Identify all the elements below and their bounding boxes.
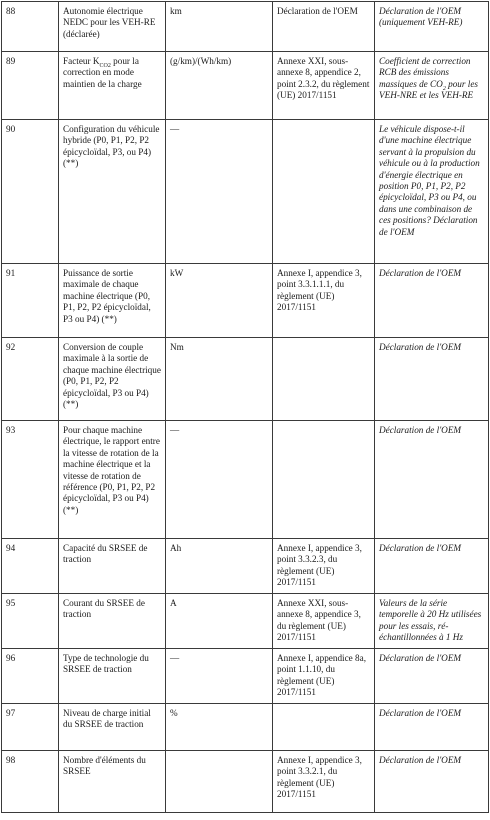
row-unit: km: [166, 2, 273, 52]
table-row: [2, 751, 489, 813]
table-row: [2, 649, 489, 704]
row-unit: —: [166, 421, 273, 539]
row-unit: (g/km)/(Wh/km): [166, 52, 273, 120]
row-note: Déclaration de l'OEM: [375, 264, 489, 338]
row-description: Pour chaque machine électrique, le rapport entre la vitesse de rotation de la machine électrique et la vitesse de rotation de référence (P0, P1, P2, P2 épicycloïdal, P3 ou P4) (**): [59, 421, 166, 539]
row-unit: —: [166, 649, 273, 704]
row-number: 88: [2, 2, 59, 52]
row-source: Annexe I, appendice 3, point 3.3.2.1, du règlement (UE) 2017/1151: [273, 751, 375, 813]
row-unit: —: [166, 120, 273, 264]
row-number: 91: [2, 264, 59, 338]
row-number: 93: [2, 421, 59, 539]
row-source: [273, 338, 375, 421]
row-note: Déclaration de l'OEM: [375, 704, 489, 751]
row-note: Déclaration de l'OEM: [375, 338, 489, 421]
row-description: Nombre d'éléments du SRSEE: [59, 751, 166, 813]
row-number: 90: [2, 120, 59, 264]
row-source: Déclaration de l'OEM: [273, 2, 375, 52]
note-text: pour les VEH-NRE et les VEH-RE: [379, 78, 478, 101]
row-number: 96: [2, 649, 59, 704]
row-number: 98: [2, 751, 59, 813]
table-row: [2, 704, 489, 751]
row-description: Conversion de couple maximale à la sortie de chaque machine électrique (P0, P1, P2, P2 épicycloïdal, P3 ou P4) (**): [59, 338, 166, 421]
row-unit: %: [166, 704, 273, 751]
row-description: Autonomie électrique NEDC pour les VEH-RE (déclarée): [59, 2, 166, 52]
row-source: [273, 120, 375, 264]
row-description: Type de technologie du SRSEE de traction: [59, 649, 166, 704]
table-row: [2, 264, 489, 338]
row-description: [59, 52, 166, 120]
table-row: [2, 594, 489, 649]
desc-subscript: CO2: [99, 62, 111, 69]
row-unit: kW: [166, 264, 273, 338]
row-note: Déclaration de l'OEM (uniquement VEH-RE): [375, 2, 489, 52]
row-note: Déclaration de l'OEM: [375, 539, 489, 594]
row-source: Annexe XXI, sous-annexe 8, appendice 3, du règlement (UE) 2017/1151: [273, 594, 375, 649]
row-number: 95: [2, 594, 59, 649]
row-unit: [166, 751, 273, 813]
row-note: Déclaration de l'OEM: [375, 421, 489, 539]
table-row: [2, 539, 489, 594]
row-number: 89: [2, 52, 59, 120]
row-description: Courant du SRSEE de traction: [59, 594, 166, 649]
desc-text: Facteur K: [63, 56, 100, 66]
row-source: [273, 704, 375, 751]
row-note: Déclaration de l'OEM: [375, 649, 489, 704]
row-note: [375, 52, 489, 120]
row-number: 92: [2, 338, 59, 421]
row-source: Annexe I, appendice 3, point 3.3.2.3, du règlement (UE) 2017/1151: [273, 539, 375, 594]
row-unit: A: [166, 594, 273, 649]
desc-text: pour la correction en mode maintien de la charge: [63, 56, 142, 89]
row-description: Configuration du véhicule hybride (P0, P1, P2, P2 épicycloïdal, P3, ou P4) (**): [59, 120, 166, 264]
row-note: Valeurs de la série temporelle à 20 Hz utilisées pour les essais, ré-échantillonnées à 1 Hz: [375, 594, 489, 649]
row-number: 94: [2, 539, 59, 594]
note-subscript: 2: [442, 85, 446, 92]
row-note: Le véhicule dispose-t-il d'une machine électrique servant à la propulsion du véhicule ou à la production d'énergie électrique en position P0, P1, P2, P2 épicycloïdal, P3 ou P4, ou dans une combinaison de ces positions? Déclaration de l'OEM: [375, 120, 489, 264]
row-description: Puissance de sortie maximale de chaque machine électrique (P0, P1, P2, P2 épicycloïdal, P3 ou P4) (**): [59, 264, 166, 338]
table-row: [2, 338, 489, 421]
row-description: Capacité du SRSEE de traction: [59, 539, 166, 594]
regulation-table: [1, 1, 489, 813]
row-source: [273, 421, 375, 539]
table-row: [2, 421, 489, 539]
row-unit: Nm: [166, 338, 273, 421]
table-row: [2, 52, 489, 120]
row-source: Annexe XXI, sous-annexe 8, appendice 2, point 2.3.2, du règlement (UE) 2017/1151: [273, 52, 375, 120]
row-number: 97: [2, 704, 59, 751]
row-note: Déclaration de l'OEM: [375, 751, 489, 813]
table-row: [2, 120, 489, 264]
row-source: Annexe I, appendice 8a, point 1.1.10, du règlement (UE) 2017/1151: [273, 649, 375, 704]
note-text: Coefficient de correction RCB des émissions massiques de CO: [379, 56, 471, 89]
row-source: Annexe I, appendice 3, point 3.3.1.1.1, du règlement (UE) 2017/1151: [273, 264, 375, 338]
row-unit: Ah: [166, 539, 273, 594]
table-row: [2, 2, 489, 52]
row-description: Niveau de charge initial du SRSEE de traction: [59, 704, 166, 751]
